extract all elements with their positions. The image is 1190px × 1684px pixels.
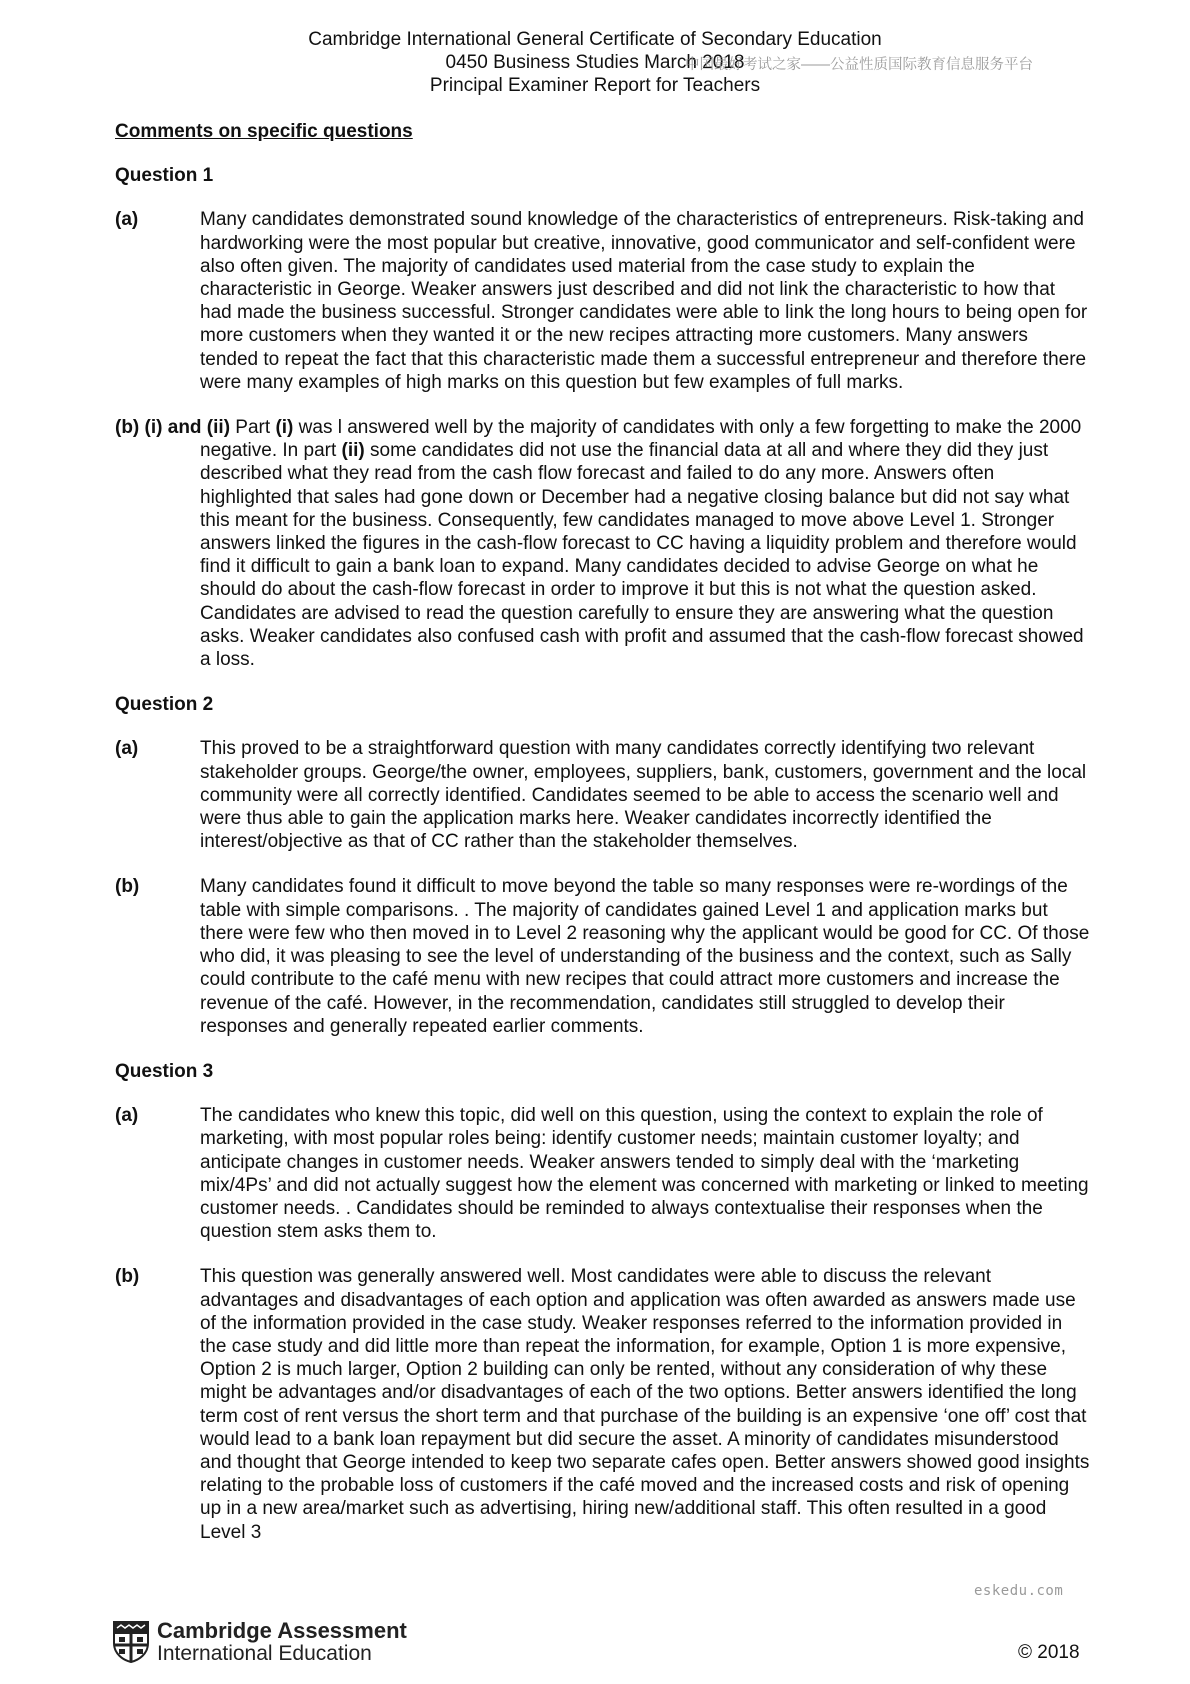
- part-text: This question was generally answered well. Most candidates were able to discuss the relevant advantages and disadvantages of each option and application was often awarded as answers made use of the information provided in the case study. Weaker responses referred to the information provided in the case study and did little more than repeat the information, for example, Option 1 is more expensive, Option 2 is much larger, Option 2 building can only be rented, without any consideration of why these might be advantages and/or disadvantages of each of the two options. Better answers identified the long term cost of rent versus the short term and that purchase of the building is an expensive ‘one off’ cost that would lead to a bank loan repayment but did secure the asset. A minority of candidates misunderstood and thought that George intended to keep two separate cafes open. Better answers showed good insights relating to the probable loss of customers if the café moved and the increased costs and risk of opening up in a new area/market such as advertising, hiring new/additional staff. This often resulted in a good Level 3: [200, 1266, 1090, 1543]
- question-3-part-b: [115, 1265, 1090, 1543]
- question-2-part-b: [115, 875, 1090, 1037]
- copyright: © 2018: [1018, 1642, 1080, 1663]
- watermark-top: 中国最好考试之家——公益性质国际教育信息服务平台: [685, 57, 1033, 73]
- question-2-part-a: [115, 737, 1090, 853]
- report-body: [115, 120, 1090, 1566]
- part-text: some candidates did not use the financial data at all and where they did they just described what they read from the cash flow forecast and failed to do any more. Answers often highlighted that sales had gone down or December had a negative closing balance but did not say what this meant for the business. Consequently, few candidates managed to move above Level 1. Stronger answers linked the figures in the cash-flow forecast to CC having a liquidity problem and therefore would find it difficult to gain a bank loan to expand. Many candidates decided to advise George on what he should do about the cash-flow forecast in order to improve it but this is not what the question asked. Candidates are advised to read the question carefully to ensure they are answering what the question asks. Weaker candidates also confused cash with profit and assumed that the cash-flow forecast showed a loss.: [200, 440, 1084, 671]
- part-text: Many candidates demonstrated sound knowledge of the characteristics of entrepreneurs. Risk-taking and hardworking were the most popular but creative, innovative, good communicator and self-confident were also often given. The majority of candidates used material from the case study to explain the characteristic in George. Weaker answers just described and did not link the characteristic to how that had made the business successful. Stronger candidates were able to link the long hours to being open for more customers when they wanted it or the new recipes attracting more customers. Many answers tended to repeat the fact that this characteristic made them a successful entrepreneur and therefore there were many examples of high marks on this question but few examples of full marks.: [200, 209, 1088, 393]
- part-text: The candidates who knew this topic, did well on this question, using the context to explain the role of marketing, with most popular roles being: identify customer needs; maintain customer loyalty; and anticipate changes in customer needs. Weaker answers tended to simply deal with the ‘marketing mix/4Ps’ and did not actually suggest how the element was concerned with marketing or linked to meeting customer needs. . Candidates should be reminded to always contextualise their responses when the question stem asks them to.: [200, 1105, 1089, 1243]
- part-label: (b): [115, 1266, 140, 1288]
- cambridge-logo: [113, 1619, 407, 1665]
- part-label: (a): [115, 1105, 139, 1127]
- logo-line2: International Education: [157, 1642, 372, 1665]
- part-text: was l answered well by the majority of candidates with only a few forgetting to make the 2000 negative. In part: [200, 417, 1082, 462]
- cambridge-shield-icon: [113, 1621, 149, 1663]
- question-1-part-b: [115, 416, 1090, 671]
- part-label: (b): [115, 876, 140, 898]
- section-title: Comments on specific questions: [115, 121, 413, 142]
- logo-line1: Cambridge Assessment: [157, 1618, 407, 1643]
- question-1-part-a: [115, 208, 1090, 394]
- part-label: (a): [115, 738, 139, 760]
- part-ref-ii: (ii): [341, 440, 365, 462]
- part-text: This proved to be a straightforward question with many candidates correctly identifying two relevant stakeholder groups. George/the owner, employees, suppliers, bank, customers, government and the local community were all correctly identified. Candidates seemed to be able to access the scenario well and were thus able to gain the application marks here. Weaker candidates incorrectly identified the interest/objective as that of CC rather than the stakeholder themselves.: [200, 738, 1087, 853]
- part-text: Part: [230, 417, 276, 439]
- part-label: (a): [115, 209, 139, 231]
- watermark-bottom: eskedu.com: [974, 1583, 1064, 1599]
- question-3-heading: Question 3: [115, 1060, 214, 1082]
- question-1-heading: Question 1: [115, 165, 214, 187]
- question-3-part-a: [115, 1104, 1090, 1243]
- part-ref-i: (i): [275, 417, 294, 439]
- header-report-type: Principal Examiner Report for Teachers: [429, 75, 761, 96]
- header-subject: 0450 Business Studies March 2018: [445, 52, 745, 73]
- header-title: Cambridge International General Certificate of Secondary Education: [308, 29, 882, 50]
- part-text: Many candidates found it difficult to move beyond the table so many responses were re-wordings of the table with simple comparisons. . The majority of candidates gained Level 1 and application marks but there were few who then moved in to Level 2 reasoning why the applicant would be good for CC. Of those who did, it was pleasing to see the level of understanding of the business and the context, such as Sally could contribute to the café menu with new recipes that could attract more customers and increase the revenue of the café. However, in the recommendation, candidates still struggled to develop their responses and generally repeated earlier comments.: [200, 876, 1090, 1037]
- question-2-heading: Question 2: [115, 694, 214, 716]
- part-label: (b) (i) and (ii): [115, 417, 231, 439]
